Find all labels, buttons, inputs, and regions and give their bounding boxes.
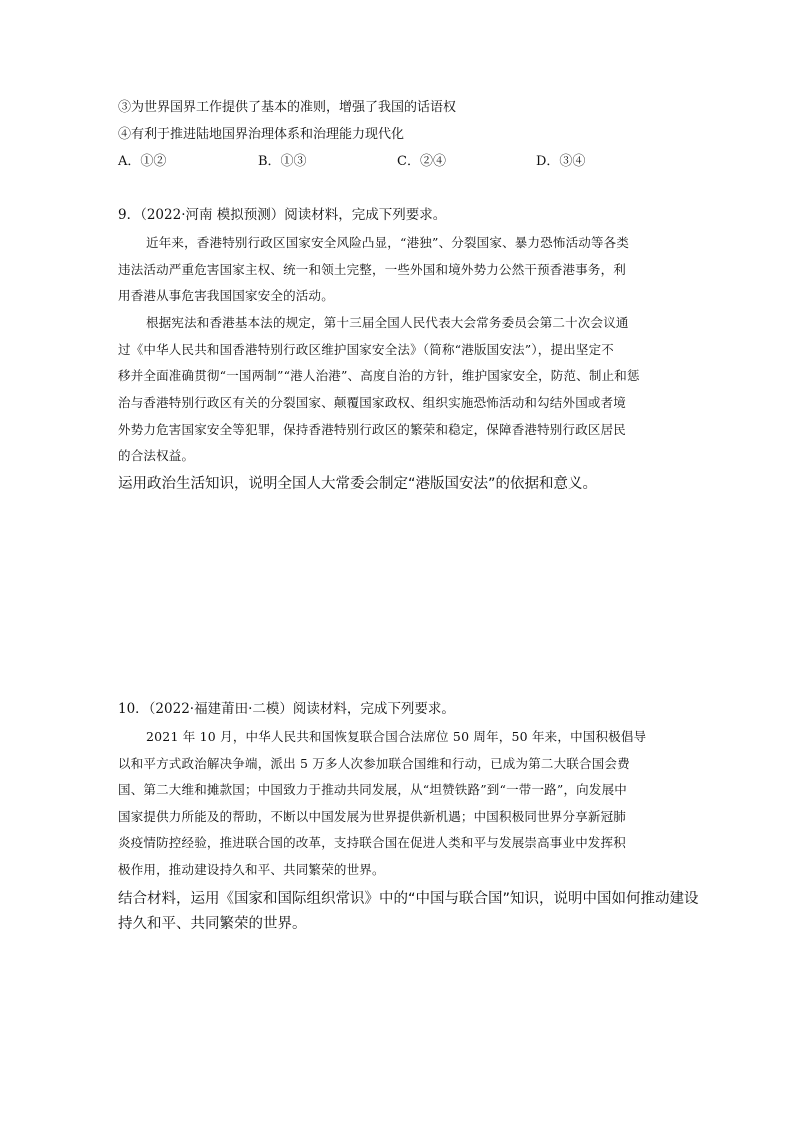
q9-material-line: 治与香港特别行政区有关的分裂国家、颠覆国家政权、组织实施恐怖活动和勾结外国或者境 (118, 395, 627, 410)
choice-d[interactable]: D．③④ (536, 154, 586, 169)
q9-header: 9．（2022·河南 模拟预测）阅读材料，完成下列要求。 (118, 207, 447, 223)
q9-material-line: 外势力危害国家安全等犯罪，保持香港特别行政区的繁荣和稳定，保障香港特别行政区居民 (118, 422, 627, 437)
q10-material-line: 极作用，推动建设持久和平、共同繁荣的世界。 (118, 862, 385, 877)
choice-a[interactable]: A．①② (118, 154, 167, 169)
q9-material-line: 移并全面准确贯彻“一国两制”“港人治港”、高度自治的方针，维护国家安全，防范、制止和惩 (118, 368, 640, 383)
q9-material-line: 的合法权益。 (118, 448, 195, 463)
q10-material-line: 国、第二大维和摊款国；中国致力于推动共同发展，从“坦赞铁路”到“一带一路”，向发展中 (118, 782, 627, 797)
q9-material-line: 近年来，香港特别行政区国家安全风险凸显，“港独”、分裂国家、暴力恐怖活动等各类 (146, 235, 630, 250)
q9-question: 运用政治生活知识，说明全国人大常委会制定“港版国安法”的依据和意义。 (118, 476, 598, 492)
q10-material-line: 2021 年 10 月，中华人民共和国恢复联合国合法席位 50 周年，50 年来，中国积极倡导 (146, 729, 647, 744)
q9-material-line: 根据宪法和香港基本法的规定，第十三届全国人民代表大会常务委员会第二十次会议通 (146, 315, 629, 330)
q10-question-line: 结合材料，运用《国家和国际组织常识》中的“中国与联合国”知识，说明中国如何推动建设 (118, 891, 699, 907)
q10-material-line: 国家提供力所能及的帮助，不断以中国发展为世界提供新机遇；中国积极同世界分享新冠肺 (118, 809, 627, 824)
q10-material-line: 炎疫情防控经验，推进联合国的改革，支持联合国在促进人类和平与发展崇高事业中发挥积 (118, 835, 627, 850)
q9-material-line: 违法活动严重危害国家主权、统一和领土完整，一些外国和境外势力公然干预香港事务，利 (118, 262, 627, 277)
q9-material-line: 用香港从事危害我国国家安全的活动。 (118, 288, 334, 303)
q8-statement-3: ③为世界国界工作提供了基本的准则，增强了我国的话语权 (118, 100, 457, 115)
q8-statement-4: ④有利于推进陆地国界治理体系和治理能力现代化 (118, 127, 405, 142)
q9-material-line: 过《中华人民共和国香港特别行政区维护国家安全法》（简称“港版国安法”），提出坚定不 (118, 342, 614, 357)
q10-material-line: 以和平方式政治解决争端，派出 5 万多人次参加联合国维和行动，已成为第二大联合国会费 (118, 756, 630, 771)
q10-header: 10．（2022·福建莆田·二模）阅读材料，完成下列要求。 (118, 701, 455, 717)
choice-b[interactable]: B．①③ (258, 154, 307, 169)
choice-c[interactable]: C．②④ (397, 154, 446, 169)
q10-question-line: 持久和平、共同繁荣的世界。 (118, 916, 307, 932)
